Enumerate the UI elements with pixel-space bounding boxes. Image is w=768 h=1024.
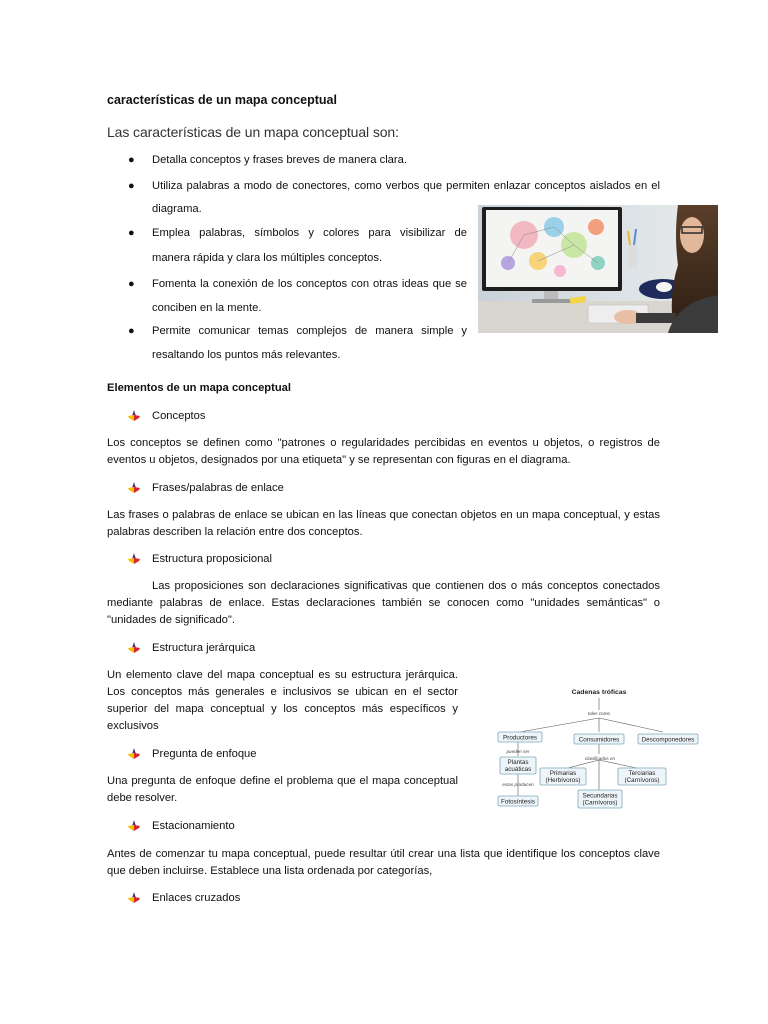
node-consumidores: Consumidores: [578, 736, 620, 744]
link-label-clasificados: clasificados en: [584, 756, 616, 761]
node-plantas-line2: acuáticas: [504, 766, 532, 773]
bullet-text: Utiliza palabras a modo de conectores, como verbos que permiten enlazar conceptos aislados en el: [152, 180, 660, 192]
item-heading-frases: Frases/palabras de enlace: [152, 482, 284, 494]
node-primarias-line2: (Herbívoros): [545, 777, 581, 784]
bullet-text: conciben en la mente.: [152, 302, 262, 314]
node-terciarias-line1: Terciarias: [628, 770, 656, 777]
link-label-pueden-ser: pueden ser: [506, 749, 530, 754]
item-heading-pregunta: Pregunta de enfoque: [152, 748, 257, 760]
node-primarias-line1: Primarias: [549, 770, 577, 777]
item-text-proposicional: Las proposiciones son declaraciones significativas que contienen dos o más conceptos conectados mediante palabras de enlace. Estas declaraciones también se conocen como "unidades semánticas" o "unidades de significado".: [107, 580, 660, 626]
arrow-bullet-icon: [127, 819, 141, 833]
bullet-text: manera rápida y clara los múltiples conceptos.: [152, 252, 383, 264]
arrow-bullet-icon: [127, 552, 141, 566]
arrow-bullet-icon: [127, 409, 141, 423]
arrow-bullet-icon: [127, 641, 141, 655]
node-secundarias-line2: (Carnívoros): [582, 799, 618, 807]
food-chain-concept-map: [478, 682, 706, 812]
node-fotosintesis: Fotosíntesis: [501, 798, 535, 806]
bullet-dot-icon: ●: [128, 154, 135, 166]
bullet-dot-icon: ●: [128, 180, 135, 192]
section-title-caracteristicas: características de un mapa conceptual: [107, 93, 337, 107]
bullet-dot-icon: ●: [128, 325, 135, 337]
bullet-dot-icon: ●: [128, 227, 135, 239]
item-text-estacionamiento: Antes de comenzar tu mapa conceptual, puede resultar útil crear una lista que identifique los conceptos clave que deben incluirse. Establece una lista ordenada por categorías,: [107, 848, 660, 877]
item-heading-estacionamiento: Estacionamiento: [152, 820, 235, 832]
bullet-text: Fomenta la conexión de los conceptos con otras ideas que se: [152, 278, 467, 290]
node-plantas-line1: Plantas: [507, 759, 529, 766]
bullet-dot-icon: ●: [128, 278, 135, 290]
arrow-bullet-icon: [127, 481, 141, 495]
item-heading-conceptos: Conceptos: [152, 410, 206, 422]
bullet-text: diagrama.: [152, 203, 202, 215]
node-terciarias-line2: (Carnívoros): [624, 777, 660, 784]
bullet-text: resaltando los puntos más relevantes.: [152, 349, 341, 361]
concept-map-photo: [478, 205, 718, 333]
link-label-estas-producen: estas producen: [502, 782, 534, 787]
diagram-title: Cadenas tróficas: [571, 689, 627, 696]
arrow-bullet-icon: [127, 891, 141, 905]
bullet-text: Detalla conceptos y frases breves de manera clara.: [152, 154, 407, 166]
node-secundarias-line1: Secundarias: [582, 792, 618, 800]
link-label-top: tales como: [587, 711, 611, 716]
section-title-elementos: Elementos de un mapa conceptual: [107, 382, 292, 394]
node-productores: Productores: [503, 734, 537, 742]
item-text-frases: Las frases o palabras de enlace se ubican en las líneas que conectan objetos en un mapa conceptual, y estas palabras describen la relación entre dos conceptos.: [107, 509, 660, 538]
item-text-jerarquica: Un elemento clave del mapa conceptual es su estructura jerárquica. Los conceptos más generales e inclusivos se ubican en el sector superior del mapa conceptual y los conceptos más específicos y exclusivos: [107, 669, 458, 732]
item-text-pregunta: Una pregunta de enfoque define el problema que el mapa conceptual debe resolver.: [107, 775, 458, 804]
node-descomponedores: Descomponedores: [641, 736, 695, 744]
item-heading-enlaces: Enlaces cruzados: [152, 892, 241, 904]
item-heading-jerarquica: Estructura jerárquica: [152, 642, 256, 654]
arrow-bullet-icon: [127, 747, 141, 761]
section-subtitle: Las características de un mapa conceptual son:: [107, 124, 399, 140]
bullet-text: Permite comunicar temas complejos de manera simple y: [152, 325, 467, 337]
item-heading-proposicional: Estructura proposicional: [152, 553, 273, 565]
item-text-conceptos: Los conceptos se definen como "patrones o regularidades percibidas en eventos u objetos, o registros de eventos u objetos, designados por una etiqueta" y se representan con figuras en el diagrama.: [107, 437, 660, 466]
bullet-text: Emplea palabras, símbolos y colores para visibilizar de: [152, 227, 467, 239]
